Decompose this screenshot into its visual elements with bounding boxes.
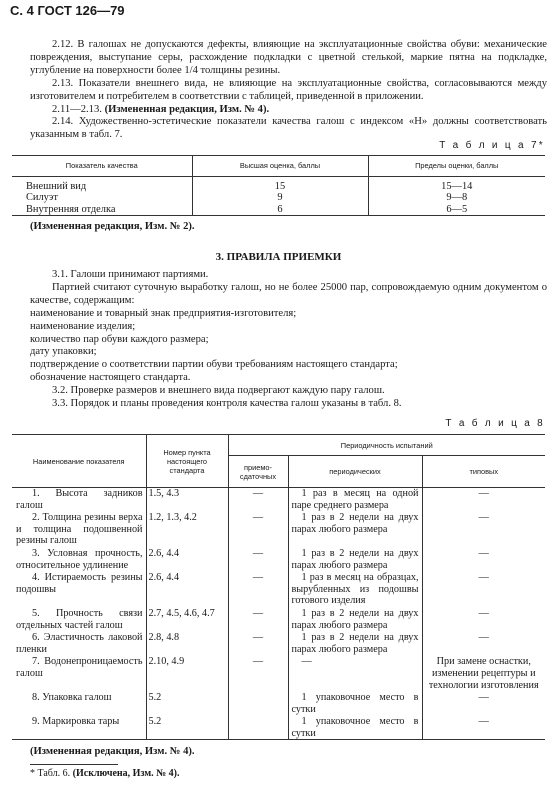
cell-text: 4. Истираемость резины подошвы [16, 572, 143, 595]
table-7 [12, 155, 545, 216]
cell-text: 1 раз в 2 недели на двух парах любого размера [291, 607, 419, 631]
table-cell: Внутренняя отделка [12, 204, 192, 216]
paragraph-lot: Партией считают суточную выработку галош, но не более 25000 пар, сопровождаемую одним документом о качестве, содержащим: [30, 281, 547, 306]
cell-text: — [252, 512, 264, 524]
cell-text: 1.2, 1.3, 4.2 [148, 512, 197, 524]
cell-text: — [252, 488, 264, 499]
paragraph-2-11-2-13 [30, 104, 547, 117]
cell-text: — [478, 632, 489, 644]
table-row [12, 572, 545, 608]
table-8-body [12, 488, 545, 740]
table-cell-name [12, 632, 146, 656]
paragraph-2-14: 2.14. Художественно-эстетические показатели качества галош с индексом «Н» должны соответствовать указанным в табл. 7. [30, 116, 547, 141]
cell-text: — [478, 692, 489, 704]
table-cell-acc [228, 512, 288, 548]
cell-text: 1 упаковочное место в сутки [291, 716, 419, 739]
cell-text: 2. Толщина резины верха и толщина подошвенной резины галош [16, 512, 143, 547]
cell-text: — [478, 512, 489, 524]
table-cell: Силуэт [26, 192, 58, 204]
table-cell-typ [422, 572, 545, 608]
cell-text: 2.7, 4.5, 4.6, 4.7 [148, 607, 215, 619]
table-cell-acc [228, 716, 288, 740]
table-cell: 9—8 [368, 192, 545, 203]
amendment-note: (Измененная редакция, Изм. № 4). [104, 103, 270, 115]
table-cell-per [288, 547, 422, 571]
cell-text: — [252, 547, 264, 559]
cell-text: 1 раз в 2 недели на двух парах любого размера [291, 512, 419, 535]
table-cell-clause [146, 512, 228, 548]
cell-text: 1.5, 4.3 [148, 488, 180, 499]
cell-text: 1 раз в месяц на образцах, вырубленных из подошвы готового изделия [291, 572, 419, 607]
paragraph-2-12: 2.12. В галошах не допускаются дефекты, влияющие на эксплуатационные свойства обуви: механические повреждения, выступание серы, расхождение подкладки с цветной стелькой, маркие пятна на подкладке, углубление на поверхности более 1/4 толщины резины. [30, 39, 547, 76]
table-cell-acc [228, 632, 288, 656]
table-8-header-name: Наименование показателя [12, 435, 146, 488]
footnote-bold: (Исключена, Изм. № 4). [72, 768, 180, 779]
table-cell-typ [422, 692, 545, 716]
cell-text: — [478, 607, 489, 619]
table-8-header-periodicity: Периодичность испытаний [228, 435, 545, 456]
section-2-text [30, 39, 547, 142]
cell-text: 8. Упаковка галош [32, 692, 112, 704]
cell-text: 1 раз в месяц на одной паре среднего размера [291, 488, 419, 511]
footnote-text: * Табл. 6. [30, 768, 71, 779]
list-item: наименование и товарный знак предприятия-изготовителя; [30, 307, 297, 319]
table-row [12, 512, 545, 548]
table-cell-typ [422, 716, 545, 740]
table-row [12, 632, 545, 656]
cell-text: — [252, 607, 264, 619]
footnote-rule [30, 764, 118, 765]
section-3-text [30, 269, 547, 411]
cell-text: 5. Прочность связи отдельных частей галош [16, 607, 143, 631]
table-cell-name [12, 488, 146, 512]
cell-text: 2.6, 4.4 [148, 547, 180, 559]
table-row [12, 204, 545, 216]
table-8-header-row [12, 435, 545, 456]
table-cell-name [12, 656, 146, 692]
table-cell-clause [146, 607, 228, 631]
list-item: наименование изделия; [30, 320, 136, 332]
table-8-amendment: (Измененная редакция, Изм. № 4). [30, 746, 195, 757]
table-8-caption: Т а б л и ц а 8 [445, 418, 545, 429]
cell-text: — [478, 547, 489, 559]
cell-text: 3. Условная прочность, относительное удлинение [16, 547, 143, 571]
table-cell: 6 [192, 204, 368, 216]
cell-text: — [252, 572, 264, 584]
table-cell-typ [422, 547, 545, 571]
cell-text: 5.2 [148, 716, 162, 728]
list-item: обозначение настоящего стандарта. [30, 372, 191, 384]
table-8-header-clause: Номер пункта настоящего стандарта [146, 435, 228, 488]
table-cell-typ [422, 488, 545, 512]
table-row [12, 716, 545, 740]
table-cell-typ [422, 632, 545, 656]
cell-text: — [301, 656, 312, 668]
table-cell-per [288, 716, 422, 740]
cell-text: 2.8, 4.8 [148, 632, 180, 644]
table-7-amendment: (Измененная редакция, Изм. № 2). [30, 221, 195, 232]
table-cell-per [288, 512, 422, 548]
cell-text: 1 раз в 2 недели на двух парах любого размера [291, 632, 419, 655]
table-cell-typ [422, 512, 545, 548]
table-cell-clause [146, 488, 228, 512]
table-7-header: Высшая оценка, баллы [192, 156, 368, 177]
cell-text: 5.2 [148, 692, 162, 704]
table-cell-clause [146, 656, 228, 692]
table-cell-per [288, 632, 422, 656]
cell-text: 9. Маркировка тары [32, 716, 120, 728]
paragraph-3-2: 3.2. Проверке размеров и внешнего вида подвергают каждую пару галош. [52, 385, 385, 397]
table-cell: 6—5 [368, 204, 545, 216]
table-cell-acc [228, 656, 288, 692]
table-cell: 15 [192, 181, 368, 192]
table-8-header-acceptance: приемо-сдаточных [228, 456, 288, 488]
paragraph-3-1: 3.1. Галоши принимают партиями. [52, 269, 209, 280]
clause-range: 2.11—2.13. [52, 103, 102, 115]
table-cell: 9 [192, 192, 368, 203]
paragraph-2-13: 2.13. Показатели внешнего вида, не влияющие на эксплуатационные свойства, согласовываются между изготовителем и потребителем в соответствии с таблицей, приведенной в приложении. [30, 77, 547, 102]
table-cell-per [288, 607, 422, 631]
cell-text: — [252, 632, 264, 644]
table-cell-per [288, 572, 422, 608]
section-3-title: 3. ПРАВИЛА ПРИЕМКИ [215, 251, 342, 263]
table-7-caption: Т а б л и ц а 7* [439, 140, 545, 151]
table-cell-clause [146, 632, 228, 656]
table-row [12, 692, 545, 716]
cell-text: 7. Водонепроницаемость галош [16, 656, 143, 679]
table-cell-per [288, 692, 422, 716]
table-cell-acc [228, 607, 288, 631]
table-cell-clause [146, 716, 228, 740]
table-cell-name [12, 547, 146, 571]
table-row [12, 547, 545, 571]
table-row [12, 488, 545, 512]
table-cell-name [12, 607, 146, 631]
table-cell: Внешний вид [26, 181, 87, 192]
table-cell-name [12, 512, 146, 548]
cell-text: — [252, 656, 264, 668]
list-item: количество пар обуви каждого размера; [30, 333, 209, 345]
list-item: подтверждение о соответствии партии обуви требованиям настоящего стандарта; [30, 359, 398, 371]
table-8-header-type: типовых [422, 456, 545, 488]
cell-text: — [478, 716, 489, 728]
table-cell-acc [228, 572, 288, 608]
table-cell-clause [146, 572, 228, 608]
cell-text: При замене оснастки, изменении рецептуры и технологии изготовления [428, 656, 539, 691]
table-cell-clause [146, 692, 228, 716]
cell-text: 1 упаковочное место в сутки [291, 692, 419, 715]
page-header: С. 4 ГОСТ 126—79 [10, 3, 125, 18]
cell-text: 2.6, 4.4 [148, 572, 180, 584]
table-7-header-row [12, 156, 545, 177]
table-cell-acc [228, 488, 288, 512]
cell-text: 1 раз в 2 недели на двух парах любого размера [291, 547, 419, 571]
table-7-header: Показатель качества [12, 156, 192, 177]
list-item: дату упаковки; [30, 346, 97, 358]
table-cell-clause [146, 547, 228, 571]
table-cell-name [12, 716, 146, 740]
table-cell-acc [228, 547, 288, 571]
paragraph-3-3: 3.3. Порядок и планы проведения контроля качества галош указаны в табл. 8. [52, 398, 402, 410]
table-row [12, 656, 545, 692]
table-cell-typ [422, 607, 545, 631]
table-cell-name [12, 572, 146, 608]
table-8 [12, 434, 545, 740]
table-row [12, 181, 545, 192]
table-cell-typ [422, 656, 545, 692]
cell-text: — [478, 488, 489, 499]
table-cell-acc [228, 692, 288, 716]
table-8-header-periodic: периодических [288, 456, 422, 488]
cell-text: 1. Высота задников галош [16, 488, 143, 511]
table-cell-name [12, 692, 146, 716]
cell-text: 2.10, 4.9 [148, 656, 185, 668]
table-row [12, 607, 545, 631]
table-cell: 15—14 [368, 181, 545, 192]
table-7-header: Пределы оценки, баллы [368, 156, 545, 177]
footnote [30, 768, 180, 781]
table-cell-per [288, 488, 422, 512]
cell-text: — [478, 572, 489, 584]
table-row [12, 192, 545, 203]
table-cell-per [288, 656, 422, 692]
cell-text: 6. Эластичность лаковой пленки [16, 632, 143, 655]
